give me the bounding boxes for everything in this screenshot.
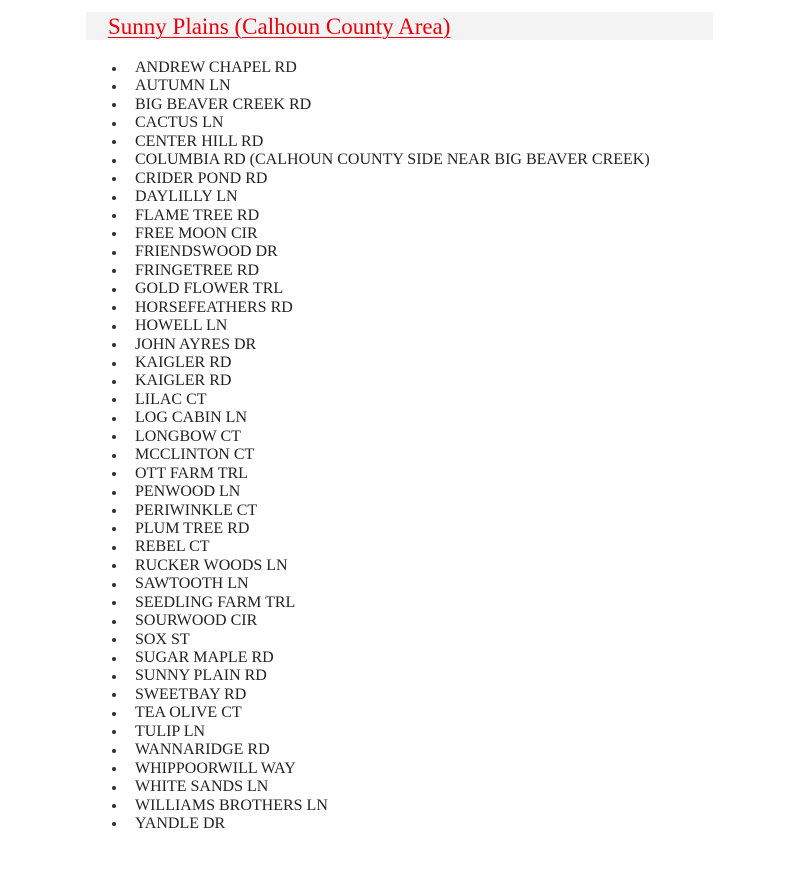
road-list-item <box>0 760 650 778</box>
bullet-icon <box>112 398 116 402</box>
road-name: COLUMBIA RD (CALHOUN COUNTY SIDE NEAR BIG BEAVER CREEK) <box>135 151 650 169</box>
road-name: LILAC CT <box>135 390 207 408</box>
road-list-item <box>0 575 650 593</box>
bullet-icon <box>112 693 116 697</box>
road-list-item <box>0 59 650 77</box>
road-list-item <box>0 207 650 225</box>
road-list-item <box>0 354 650 372</box>
bullet-icon <box>112 177 116 181</box>
road-name: KAIGLER RD <box>135 372 232 390</box>
road-list-item <box>0 502 650 520</box>
bullet-icon <box>112 583 116 587</box>
road-name: SUNNY PLAIN RD <box>135 667 267 685</box>
bullet-icon <box>112 749 116 753</box>
bullet-icon <box>112 159 116 163</box>
road-list-item <box>0 391 650 409</box>
road-list <box>0 59 650 833</box>
bullet-icon <box>112 251 116 255</box>
road-name: SUGAR MAPLE RD <box>135 649 274 666</box>
road-name: SAWTOOTH LN <box>135 575 249 593</box>
road-list-item <box>0 723 650 741</box>
road-name: DAYLILLY LN <box>135 188 238 206</box>
road-name: PENWOOD LN <box>135 483 241 501</box>
road-list-item <box>0 667 650 685</box>
bullet-icon <box>112 657 116 661</box>
road-list-item <box>0 151 650 169</box>
road-list-item <box>0 409 650 427</box>
road-name: FLAME TREE RD <box>135 206 260 224</box>
road-list-item <box>0 649 650 667</box>
road-name: FREE MOON CIR <box>135 224 258 242</box>
bullet-icon <box>112 730 116 734</box>
road-list-item <box>0 612 650 630</box>
bullet-icon <box>112 306 116 310</box>
bullet-icon <box>112 786 116 790</box>
road-name: PLUM TREE RD <box>135 519 250 537</box>
road-name: FRIENDSWOOD DR <box>135 243 278 261</box>
road-name: OTT FARM TRL <box>135 464 248 482</box>
bullet-icon <box>112 140 116 144</box>
bullet-icon <box>112 214 116 218</box>
road-list-item <box>0 170 650 188</box>
road-name: WANNARIDGE RD <box>135 741 270 759</box>
bullet-icon <box>112 454 116 458</box>
bullet-icon <box>112 85 116 89</box>
road-list-item <box>0 557 650 575</box>
bullet-icon <box>112 325 116 329</box>
road-name: BIG BEAVER CREEK RD <box>135 95 312 113</box>
road-name: SOURWOOD CIR <box>135 612 258 630</box>
road-list-item <box>0 114 650 132</box>
road-list-item <box>0 96 650 114</box>
road-name: KAIGLER RD <box>135 354 232 371</box>
road-list-item <box>0 778 650 796</box>
road-name: AUTUMN LN <box>135 77 231 95</box>
bullet-icon <box>112 564 116 568</box>
road-list-item <box>0 704 650 722</box>
road-list-item <box>0 815 650 833</box>
bullet-icon <box>112 435 116 439</box>
road-list-item <box>0 280 650 298</box>
road-list-item <box>0 133 650 151</box>
road-name: SOX ST <box>135 630 190 648</box>
bullet-icon <box>112 822 116 826</box>
road-list-item <box>0 465 650 483</box>
road-name: PERIWINKLE CT <box>135 501 258 519</box>
bullet-icon <box>112 546 116 550</box>
road-name: GOLD FLOWER TRL <box>135 280 284 298</box>
bullet-icon <box>112 472 116 476</box>
bullet-icon <box>112 122 116 126</box>
road-name: CRIDER POND RD <box>135 169 268 187</box>
road-list-item <box>0 483 650 501</box>
road-list-item <box>0 188 650 206</box>
road-list-item <box>0 686 650 704</box>
road-name: LOG CABIN LN <box>135 409 247 427</box>
road-name: CENTER HILL RD <box>135 132 264 150</box>
bullet-icon <box>112 804 116 808</box>
road-list-item <box>0 77 650 95</box>
bullet-icon <box>112 509 116 513</box>
road-name: JOHN AYRES DR <box>135 335 257 353</box>
road-name: HORSEFEATHERS RD <box>135 298 293 316</box>
road-list-item <box>0 538 650 556</box>
road-list-item <box>0 225 650 243</box>
road-name: RUCKER WOODS LN <box>135 556 288 574</box>
road-list-item <box>0 741 650 759</box>
page-title[interactable]: Sunny Plains (Calhoun County Area) <box>108 14 451 39</box>
bullet-icon <box>112 232 116 236</box>
road-list-item <box>0 594 650 612</box>
bullet-icon <box>112 767 116 771</box>
road-list-item <box>0 428 650 446</box>
road-name: WHITE SANDS LN <box>135 778 269 796</box>
road-name: REBEL CT <box>135 538 210 556</box>
road-name: SWEETBAY RD <box>135 685 247 703</box>
road-list-item <box>0 520 650 538</box>
road-list-item <box>0 243 650 261</box>
bullet-icon <box>112 343 116 347</box>
road-name: SEEDLING FARM TRL <box>135 593 296 611</box>
bullet-icon <box>112 380 116 384</box>
road-list-item <box>0 797 650 815</box>
bullet-icon <box>112 196 116 200</box>
bullet-icon <box>112 527 116 531</box>
title-bar <box>86 12 713 40</box>
road-list-item <box>0 262 650 280</box>
road-name: MCCLINTON CT <box>135 446 255 464</box>
bullet-icon <box>112 675 116 679</box>
road-name: TULIP LN <box>135 722 206 740</box>
bullet-icon <box>112 269 116 273</box>
bullet-icon <box>112 103 116 107</box>
bullet-icon <box>112 620 116 624</box>
road-name: TEA OLIVE CT <box>135 704 242 722</box>
road-list-item <box>0 446 650 464</box>
road-name: ANDREW CHAPEL RD <box>135 59 297 76</box>
road-name: WILLIAMS BROTHERS LN <box>135 796 328 814</box>
bullet-icon <box>112 601 116 605</box>
bullet-icon <box>112 712 116 716</box>
road-name: HOWELL LN <box>135 317 228 335</box>
road-list-item <box>0 317 650 335</box>
road-list-item <box>0 336 650 354</box>
road-name: FRINGETREE RD <box>135 261 259 279</box>
bullet-icon <box>112 638 116 642</box>
road-name: WHIPPOORWILL WAY <box>135 759 296 777</box>
bullet-icon <box>112 417 116 421</box>
bullet-icon <box>112 491 116 495</box>
road-name: LONGBOW CT <box>135 427 241 445</box>
road-list-item <box>0 631 650 649</box>
road-name: CACTUS LN <box>135 114 224 132</box>
road-list-item <box>0 372 650 390</box>
bullet-icon <box>112 362 116 366</box>
bullet-icon <box>112 67 116 71</box>
road-list-item <box>0 299 650 317</box>
road-name: YANDLE DR <box>135 814 226 832</box>
bullet-icon <box>112 288 116 292</box>
